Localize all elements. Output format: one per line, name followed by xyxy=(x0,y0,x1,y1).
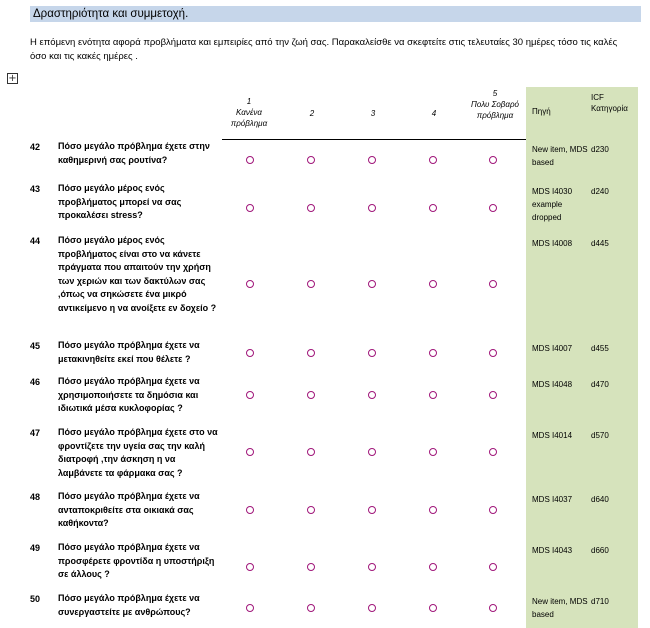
scale-header-5 xyxy=(470,88,520,121)
source-column-header: Πηγή xyxy=(532,107,551,116)
answer-radio-2[interactable] xyxy=(307,563,315,571)
answer-radio-1[interactable] xyxy=(246,506,254,514)
move-icon[interactable]: + xyxy=(8,73,17,84)
question-number: 43 xyxy=(30,184,41,194)
answer-radio-4[interactable] xyxy=(429,349,437,357)
answer-radio-3[interactable] xyxy=(368,204,376,212)
answer-radio-4[interactable] xyxy=(429,506,437,514)
answer-radio-1[interactable] xyxy=(246,349,254,357)
header-divider xyxy=(222,139,526,140)
question-number: 44 xyxy=(30,236,41,246)
answer-radio-1[interactable] xyxy=(246,280,254,288)
answer-radio-5[interactable] xyxy=(489,448,497,456)
question-number: 45 xyxy=(30,341,41,351)
icf-code: d445 xyxy=(591,239,609,248)
scale-header-2: 2 xyxy=(309,109,315,118)
answer-radio-2[interactable] xyxy=(307,604,315,612)
answer-radio-1[interactable] xyxy=(246,204,254,212)
question-number: 50 xyxy=(30,594,41,604)
answer-radio-2[interactable] xyxy=(307,280,315,288)
answer-radio-3[interactable] xyxy=(368,563,376,571)
answer-radio-2[interactable] xyxy=(307,391,315,399)
answer-radio-4[interactable] xyxy=(429,156,437,164)
answer-radio-3[interactable] xyxy=(368,448,376,456)
answer-radio-5[interactable] xyxy=(489,391,497,399)
icf-code: d570 xyxy=(591,431,609,440)
answer-radio-5[interactable] xyxy=(489,563,497,571)
answer-radio-5[interactable] xyxy=(489,204,497,212)
icf-code: d640 xyxy=(591,495,609,504)
question-number: 48 xyxy=(30,492,41,502)
scale-header-1 xyxy=(225,96,273,129)
icf-code: d230 xyxy=(591,145,609,154)
answer-radio-4[interactable] xyxy=(429,563,437,571)
question-text: Πόσο μεγάλο πρόβλημα έχετε να χρησιμοποιήσετε τα δημόσια και ιδιωτικά μέσα κυκλοφορίας ? xyxy=(58,376,200,413)
icf-code: d240 xyxy=(591,187,609,196)
answer-radio-2[interactable] xyxy=(307,156,315,164)
section-title: Δραστηριότητα και συμμετοχή. xyxy=(30,6,641,22)
question-number: 46 xyxy=(30,377,41,387)
question-text: Πόσο μεγάλο πρόβλημα έχετε στην καθημερινή σας ρουτίνα? xyxy=(58,141,210,165)
answer-radio-1[interactable] xyxy=(246,391,254,399)
answer-radio-2[interactable] xyxy=(307,506,315,514)
answer-radio-3[interactable] xyxy=(368,506,376,514)
icf-code: d470 xyxy=(591,380,609,389)
source-text: New item, MDS based xyxy=(532,145,588,167)
intro-text: Η επόμενη ενότητα αφορά προβλήματα και εμπειρίες από την ζωή σας. Παρακαλείσθε να σκεφτείτε στις τελευταίες 30 ημέρες τόσο τις καλές όσο και τις κακές ημέρες . xyxy=(30,37,618,62)
answer-radio-4[interactable] xyxy=(429,604,437,612)
question-text: Πόσο μεγάλο μέρος ενός προβλήματος μπορεί να σας προκαλέσει stress? xyxy=(58,183,182,220)
answer-radio-3[interactable] xyxy=(368,391,376,399)
answer-radio-4[interactable] xyxy=(429,280,437,288)
answer-radio-3[interactable] xyxy=(368,156,376,164)
answer-radio-5[interactable] xyxy=(489,349,497,357)
answer-radio-2[interactable] xyxy=(307,448,315,456)
source-text: New item, MDS based xyxy=(532,597,588,619)
answer-radio-1[interactable] xyxy=(246,563,254,571)
source-text: MDS I4043 xyxy=(532,546,573,555)
answer-radio-5[interactable] xyxy=(489,156,497,164)
source-text: MDS I4030 example dropped xyxy=(532,187,573,222)
source-text: MDS I4008 xyxy=(532,239,573,248)
question-number: 47 xyxy=(30,428,41,438)
source-text: MDS I4048 xyxy=(532,380,573,389)
scale-label: Πολυ Σοβαρό πρόβλημα xyxy=(471,100,519,120)
scale-header-3: 3 xyxy=(370,109,376,118)
answer-radio-5[interactable] xyxy=(489,506,497,514)
source-text: MDS I4014 xyxy=(532,431,573,440)
icf-code: d455 xyxy=(591,344,609,353)
answer-radio-3[interactable] xyxy=(368,604,376,612)
answer-radio-5[interactable] xyxy=(489,280,497,288)
answer-radio-2[interactable] xyxy=(307,349,315,357)
source-text: MDS I4037 xyxy=(532,495,573,504)
answer-radio-3[interactable] xyxy=(368,280,376,288)
icf-column-header: ICF Κατηγορία xyxy=(591,93,628,113)
answer-radio-4[interactable] xyxy=(429,448,437,456)
answer-radio-2[interactable] xyxy=(307,204,315,212)
answer-radio-1[interactable] xyxy=(246,448,254,456)
question-text: Πόσο μεγάλο πρόβλημα έχετε να ανταποκριθείτε στα οικιακά σας καθήκοντα? xyxy=(58,491,200,528)
answer-radio-4[interactable] xyxy=(429,204,437,212)
question-text: Πόσο μεγάλο πρόβλημα έχετε στο να φροντίζετε την υγεία σας την καλή διατροφή ,την άσκηση η να λαμβάνετε τα φάρμακα σας ? xyxy=(58,427,218,478)
question-text: Πόσο μεγάλο πρόβλημα έχετε να μετακινηθείτε εκεί που θέλετε ? xyxy=(58,340,200,364)
scale-label: Κανένα πρόβλημα xyxy=(230,108,268,128)
answer-radio-4[interactable] xyxy=(429,391,437,399)
icf-code: d660 xyxy=(591,546,609,555)
question-number: 42 xyxy=(30,142,41,152)
question-number: 49 xyxy=(30,543,41,553)
question-text: Πόσο μεγάλο πρόβλημα έχετε να προσφέρετε φροντίδα η υποστήριξη σε άλλους ? xyxy=(58,542,215,579)
scale-number: 5 xyxy=(492,89,498,98)
answer-radio-1[interactable] xyxy=(246,156,254,164)
source-text: MDS I4007 xyxy=(532,344,573,353)
question-text: Πόσο μεγάλο μέρος ενός προβλήματος είναι στο να κάνετε πράγματα που απαιτούν την χρήση των χεριών και των δακτύλων σας ,όπως να σηκώσετε ένα μικρό αντικείμενο η να ανοίξετε εν δοχείο ? xyxy=(58,235,217,313)
answer-radio-1[interactable] xyxy=(246,604,254,612)
icf-code: d710 xyxy=(591,597,609,606)
scale-header-4: 4 xyxy=(431,109,437,118)
answer-radio-3[interactable] xyxy=(368,349,376,357)
question-text: Πόσο μεγάλο πρόβλημα έχετε να συνεργαστείτε με ανθρώπους? xyxy=(58,593,200,617)
answer-radio-5[interactable] xyxy=(489,604,497,612)
scale-number: 1 xyxy=(246,97,252,106)
